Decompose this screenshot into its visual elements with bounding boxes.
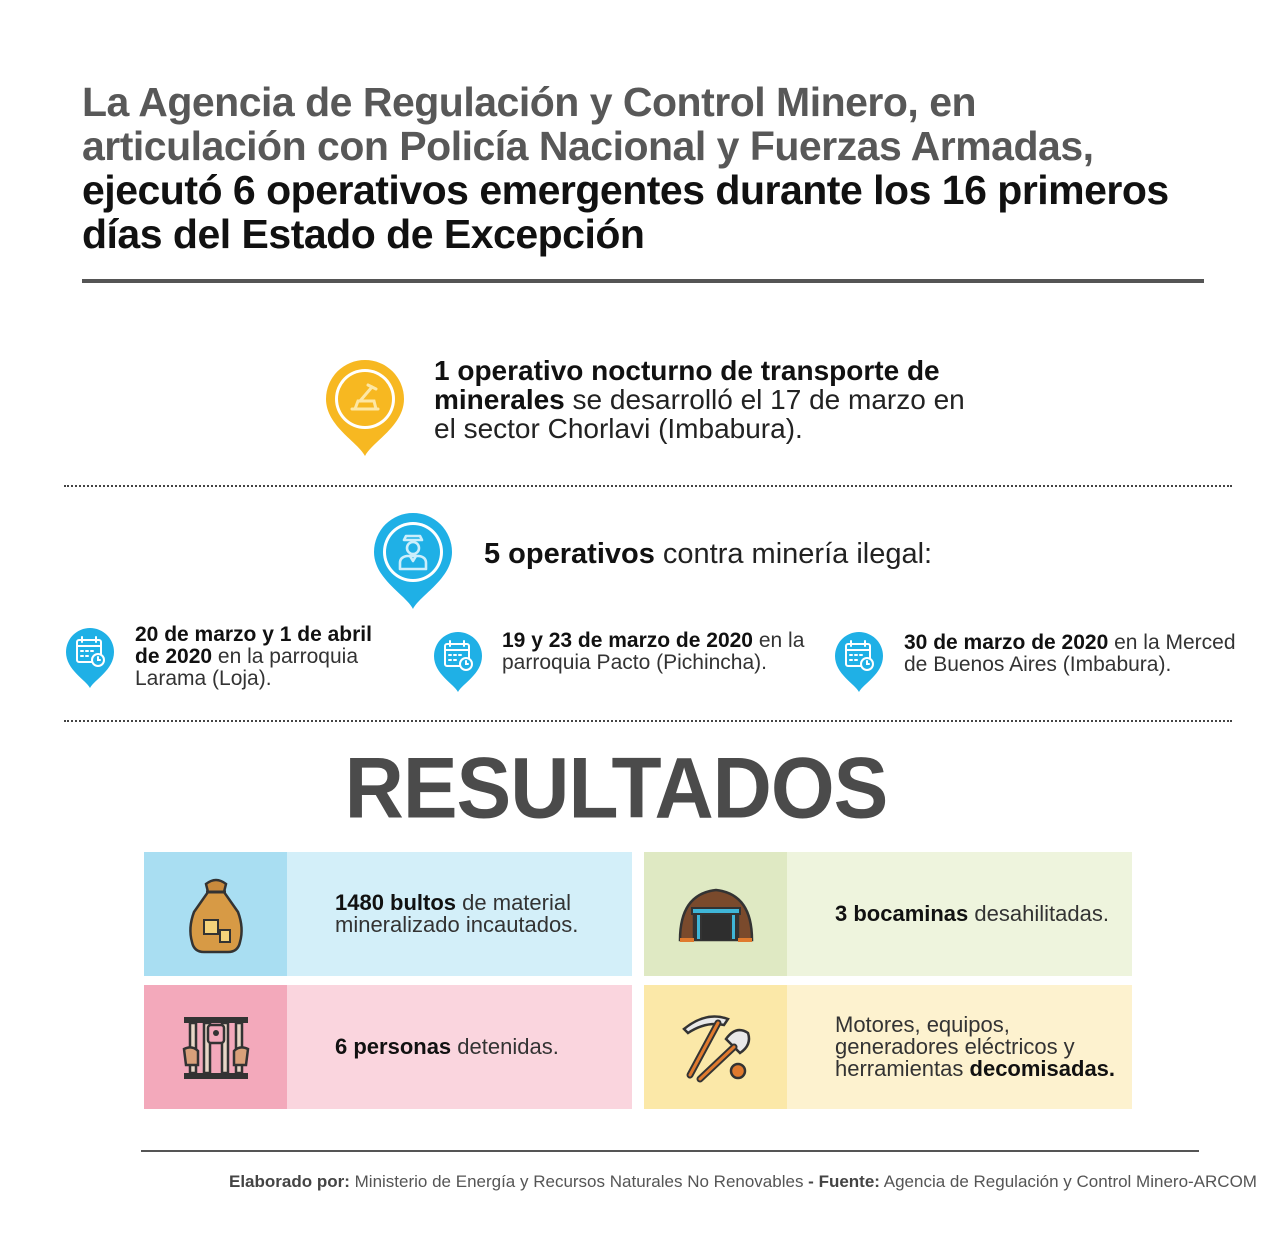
event-1-bold: 20 de marzo y 1 de abril de 2020 [135, 623, 372, 668]
operativo1-text [434, 356, 994, 443]
event-3-bold: 30 de marzo de 2020 [904, 631, 1109, 654]
operativo1-bold: 1 operativo nocturno de transporte de minerales [434, 355, 940, 415]
operativo5-text [484, 538, 932, 570]
calendar-pin-icon [833, 630, 885, 699]
event-3-rest: en la Merced de Buenos Aires (Imbabura). [904, 631, 1236, 676]
calendar-pin-icon [432, 630, 484, 699]
footer-label2: Fuente: [818, 1172, 880, 1191]
result-card-personas [144, 985, 632, 1109]
event-1 [135, 624, 395, 690]
result-text-bultos [287, 852, 632, 976]
event-2-bold: 19 y 23 de marzo de 2020 [502, 629, 753, 652]
headline [82, 80, 1202, 256]
result-card-bocaminas [644, 852, 1132, 976]
result-card-bultos [144, 852, 632, 976]
footer [229, 1172, 1257, 1192]
dotted-divider-2 [64, 720, 1232, 722]
operativo1-rest: se desarrolló el 17 de marzo en el sector Chorlavi (Imbabura). [434, 384, 965, 444]
dotted-divider-1 [64, 485, 1232, 487]
result-herramientas-pre: Motores, equipos, generadores eléctricos y herramientas [835, 1012, 1075, 1081]
result-personas-bold: 6 personas [335, 1034, 452, 1059]
pickaxe-shovel-icon [644, 985, 787, 1109]
result-text-personas [287, 985, 632, 1109]
result-bultos-bold: 1480 bultos [335, 890, 457, 915]
operativo5-rest: contra minería ilegal: [654, 538, 933, 570]
top-divider [82, 279, 1204, 283]
footer-value1: Ministerio de Energía y Recursos Naturales No Renovables [349, 1172, 804, 1191]
calendar-pin-icon [64, 626, 116, 695]
mining-cart-pin-icon [318, 354, 412, 458]
result-bultos-rest: de material mineralizado incautados. [335, 890, 579, 937]
jail-bars-icon [144, 985, 287, 1109]
result-card-herramientas [644, 985, 1132, 1109]
headline-part2: ejecutó 6 operativos emergentes durante los 16 primeros días del Estado de Excepción [82, 167, 1169, 257]
result-bocaminas-rest: desahilitadas. [968, 901, 1109, 926]
event-2 [502, 630, 822, 674]
police-officer-pin-icon [366, 507, 460, 611]
footer-value2: Agencia de Regulación y Control Minero-ARCOM [879, 1172, 1257, 1191]
event-1-rest: en la parroquia Larama (Loja). [135, 645, 358, 690]
result-text-herramientas [787, 985, 1132, 1109]
mine-entrance-icon [644, 852, 787, 976]
operativo5-bold: 5 operativos [484, 538, 655, 570]
result-text-bocaminas [787, 852, 1132, 976]
event-3 [904, 632, 1264, 676]
result-herramientas-bold: decomisadas. [969, 1056, 1116, 1081]
footer-sep: - [803, 1172, 819, 1191]
results-title: RESULTADOS [344, 740, 888, 837]
footer-label1: Elaborado por: [229, 1172, 350, 1191]
headline-part1: La Agencia de Regulación y Control Minero, en articulación con Policía Nacional y Fuerzas Armadas, [82, 79, 1094, 169]
result-personas-rest: detenidas. [451, 1034, 559, 1059]
event-2-rest: en la parroquia Pacto (Pichincha). [502, 629, 805, 674]
sack-icon [144, 852, 287, 976]
result-bocaminas-bold: 3 bocaminas [835, 901, 969, 926]
bottom-divider [141, 1150, 1199, 1152]
